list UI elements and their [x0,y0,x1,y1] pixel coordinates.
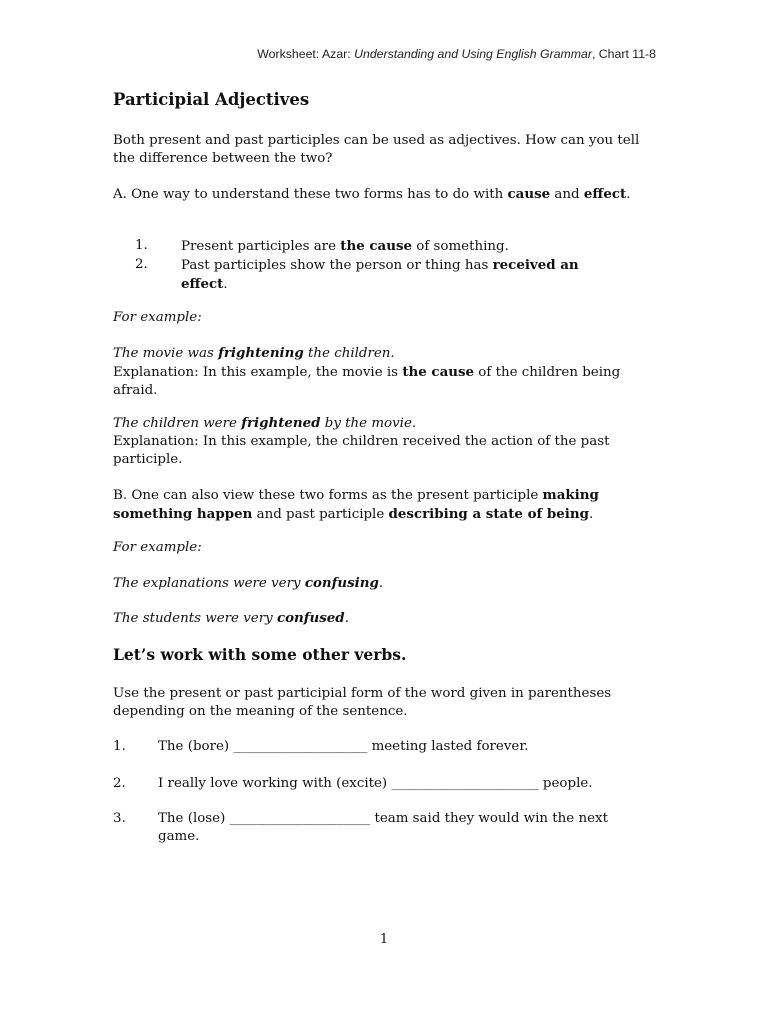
page-header [257,45,656,63]
question-number: 3. [113,811,126,826]
instructions: Use the present or past participial form of the word given in parentheses depending on the meaning of the sentence. [113,686,612,719]
list-item-number: 2. [135,257,148,272]
for-example-label: For example: [113,540,202,555]
example-2: The children were frightened by the movie. Explanation: In this example, the children received the action of the past participle. [113,415,610,467]
list-item: Past participles show the person or thing has received an effect. [181,257,579,292]
header-prefix: Worksheet: Azar: [257,47,355,61]
example-3: The explanations were very confusing. [113,575,384,591]
for-example-label: For example: [113,310,202,325]
question: The (lose) _____________________ team said they would win the next game. [158,811,608,844]
page-title: Participial Adjectives [113,90,310,109]
question-number: 2. [113,776,126,791]
page-number: 1 [379,932,389,947]
list-item-number: 1. [135,238,148,253]
header-book-title: Understanding and Using English Grammar [354,47,592,61]
question: I really love working with (excite) ______________________ people. [158,776,593,791]
example-4: The students were very confused. [113,610,349,626]
section-b-paragraph: B. One can also view these two forms as the present participle making something happen and past participle describing a state of being. [113,487,599,522]
question: The (bore) ____________________ meeting lasted forever. [158,739,529,754]
section-a-paragraph: A. One way to understand these two forms has to do with cause and effect. [113,186,631,202]
header-suffix: , Chart 11-8 [591,47,656,61]
list-item: Present participles are the cause of something. [181,238,509,254]
example-1: The movie was frightening the children. Explanation: In this example, the movie is the cause of the children being afraid. [113,345,621,398]
intro-paragraph: Both present and past participles can be used as adjectives. How can you tell the difference between the two? [113,133,640,166]
question-number: 1. [113,739,126,754]
exercise-heading: Let’s work with some other verbs. [113,645,407,664]
